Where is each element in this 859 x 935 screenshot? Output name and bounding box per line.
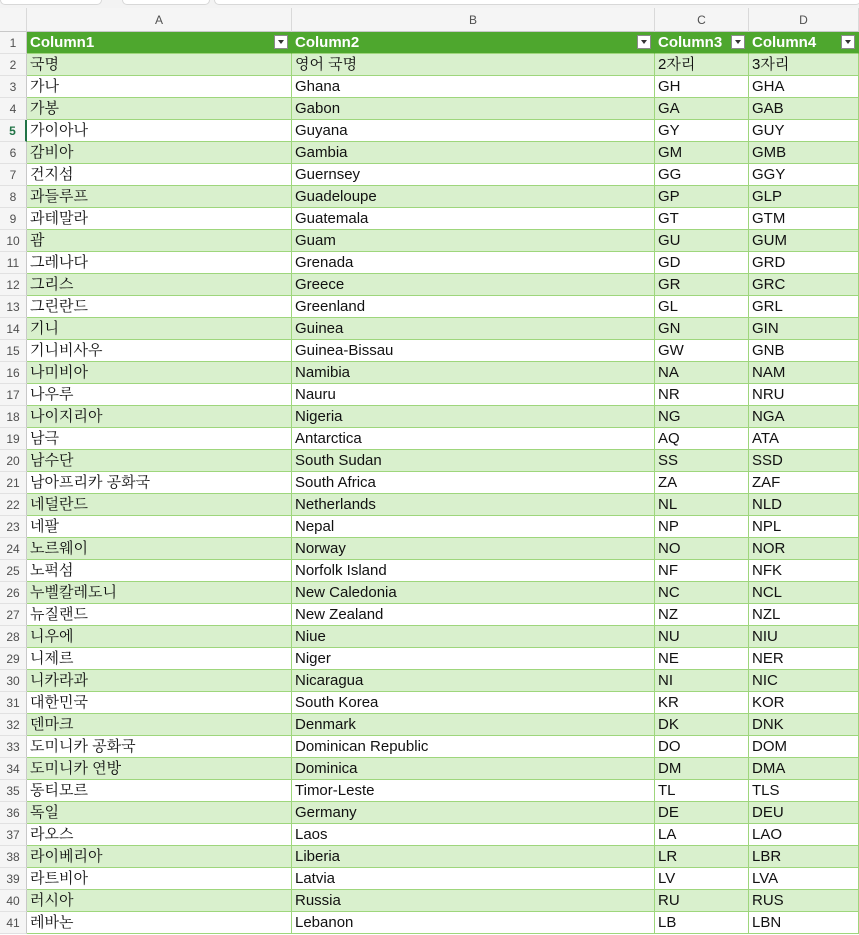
table-cell[interactable]: 가봉 xyxy=(27,98,292,120)
table-cell[interactable]: KR xyxy=(655,692,749,714)
table-cell[interactable]: Nauru xyxy=(292,384,655,406)
table-cell[interactable]: Greenland xyxy=(292,296,655,318)
table-cell[interactable]: South Sudan xyxy=(292,450,655,472)
filter-dropdown-icon[interactable] xyxy=(841,35,855,49)
row-header-2[interactable]: 2 xyxy=(0,54,27,76)
table-cell[interactable]: DE xyxy=(655,802,749,824)
table-cell[interactable]: ATA xyxy=(749,428,859,450)
table-cell[interactable]: DNK xyxy=(749,714,859,736)
table-cell[interactable]: Guadeloupe xyxy=(292,186,655,208)
table-cell[interactable]: Namibia xyxy=(292,362,655,384)
table-cell[interactable]: NOR xyxy=(749,538,859,560)
table-cell[interactable]: NGA xyxy=(749,406,859,428)
table-cell[interactable]: NC xyxy=(655,582,749,604)
table-cell[interactable]: Guinea xyxy=(292,318,655,340)
table-cell[interactable]: GA xyxy=(655,98,749,120)
header-label: Column4 xyxy=(752,34,817,51)
table-cell[interactable]: 기니비사우 xyxy=(27,340,292,362)
table-cell[interactable]: Greece xyxy=(292,274,655,296)
table-cell[interactable]: NL xyxy=(655,494,749,516)
table-cell[interactable]: 가이아나 xyxy=(27,120,292,142)
table-cell[interactable]: DK xyxy=(655,714,749,736)
table-cell[interactable]: 뉴질랜드 xyxy=(27,604,292,626)
table-cell[interactable]: 라트비아 xyxy=(27,868,292,890)
table-cell[interactable]: GGY xyxy=(749,164,859,186)
table-cell[interactable]: Dominica xyxy=(292,758,655,780)
table-cell[interactable]: Guam xyxy=(292,230,655,252)
table-cell[interactable]: Norfolk Island xyxy=(292,560,655,582)
table-cell[interactable]: 동티모르 xyxy=(27,780,292,802)
table-cell[interactable]: LBN xyxy=(749,912,859,934)
table-cell[interactable]: NIC xyxy=(749,670,859,692)
table-cell[interactable]: Nicaragua xyxy=(292,670,655,692)
table-cell[interactable]: TLS xyxy=(749,780,859,802)
row-header-39[interactable]: 39 xyxy=(0,868,27,890)
table-cell[interactable]: 영어 국명 xyxy=(292,54,655,76)
table-cell[interactable]: NF xyxy=(655,560,749,582)
table-cell[interactable]: GNB xyxy=(749,340,859,362)
table-cell[interactable]: 남아프리카 공화국 xyxy=(27,472,292,494)
table-cell[interactable]: 라이베리아 xyxy=(27,846,292,868)
row-header-27[interactable]: 27 xyxy=(0,604,27,626)
header-label: Column2 xyxy=(295,34,360,51)
table-cell[interactable]: SSD xyxy=(749,450,859,472)
row-header-3[interactable]: 3 xyxy=(0,76,27,98)
table-cell[interactable]: NI xyxy=(655,670,749,692)
filter-dropdown-icon[interactable] xyxy=(637,35,651,49)
table-cell[interactable]: Latvia xyxy=(292,868,655,890)
table-cell[interactable]: Germany xyxy=(292,802,655,824)
table-cell[interactable]: GY xyxy=(655,120,749,142)
table-cell[interactable]: Russia xyxy=(292,890,655,912)
table-cell[interactable]: KOR xyxy=(749,692,859,714)
table-cell[interactable]: GUY xyxy=(749,120,859,142)
table-cell[interactable]: 건지섬 xyxy=(27,164,292,186)
row-header-4[interactable]: 4 xyxy=(0,98,27,120)
sheet-tab[interactable] xyxy=(214,0,859,5)
column-header-b[interactable]: B xyxy=(292,8,655,32)
table-cell[interactable]: LAO xyxy=(749,824,859,846)
table-cell[interactable]: Gabon xyxy=(292,98,655,120)
filter-dropdown-icon[interactable] xyxy=(731,35,745,49)
table-cell[interactable]: 니제르 xyxy=(27,648,292,670)
table-cell[interactable]: 3자리 xyxy=(749,54,859,76)
table-cell[interactable]: NE xyxy=(655,648,749,670)
row-header-13[interactable]: 13 xyxy=(0,296,27,318)
column-header-c[interactable]: C xyxy=(655,8,749,32)
table-cell[interactable]: 라오스 xyxy=(27,824,292,846)
table-cell[interactable]: Ghana xyxy=(292,76,655,98)
table-cell[interactable]: Guyana xyxy=(292,120,655,142)
header-cell[interactable] xyxy=(749,32,859,54)
table-cell[interactable]: 기니 xyxy=(27,318,292,340)
table-cell[interactable]: 나이지리아 xyxy=(27,406,292,428)
column-header-a[interactable]: A xyxy=(27,8,292,32)
table-cell[interactable]: Grenada xyxy=(292,252,655,274)
row-header-26[interactable]: 26 xyxy=(0,582,27,604)
row-header-24[interactable]: 24 xyxy=(0,538,27,560)
row-header-41[interactable]: 41 xyxy=(0,912,27,934)
table-cell[interactable]: 과들루프 xyxy=(27,186,292,208)
table-cell[interactable]: DM xyxy=(655,758,749,780)
table-cell[interactable]: NG xyxy=(655,406,749,428)
row-header-8[interactable]: 8 xyxy=(0,186,27,208)
table-cell[interactable]: TL xyxy=(655,780,749,802)
table-cell[interactable]: GP xyxy=(655,186,749,208)
row-header-14[interactable]: 14 xyxy=(0,318,27,340)
row-header-17[interactable]: 17 xyxy=(0,384,27,406)
row-header-9[interactable]: 9 xyxy=(0,208,27,230)
table-cell[interactable]: NO xyxy=(655,538,749,560)
table-cell[interactable]: GHA xyxy=(749,76,859,98)
row-header-29[interactable]: 29 xyxy=(0,648,27,670)
table-cell[interactable]: GG xyxy=(655,164,749,186)
select-all-corner[interactable] xyxy=(0,8,27,32)
row-header-22[interactable]: 22 xyxy=(0,494,27,516)
table-cell[interactable]: GD xyxy=(655,252,749,274)
table-cell[interactable]: NPL xyxy=(749,516,859,538)
filter-dropdown-icon[interactable] xyxy=(274,35,288,49)
row-header-5[interactable]: 5 xyxy=(0,120,27,142)
table-cell[interactable]: GRL xyxy=(749,296,859,318)
header-cell[interactable] xyxy=(27,32,292,54)
table-cell[interactable]: GRC xyxy=(749,274,859,296)
table-cell[interactable]: Guinea-Bissau xyxy=(292,340,655,362)
row-header-32[interactable]: 32 xyxy=(0,714,27,736)
table-cell[interactable]: Liberia xyxy=(292,846,655,868)
table-cell[interactable]: Nepal xyxy=(292,516,655,538)
table-cell[interactable]: South Africa xyxy=(292,472,655,494)
table-cell[interactable]: SS xyxy=(655,450,749,472)
table-cell[interactable]: Denmark xyxy=(292,714,655,736)
table-cell[interactable]: 남극 xyxy=(27,428,292,450)
table-cell[interactable]: 괌 xyxy=(27,230,292,252)
table-cell[interactable]: NR xyxy=(655,384,749,406)
table-cell[interactable]: 그린란드 xyxy=(27,296,292,318)
table-cell[interactable]: NIU xyxy=(749,626,859,648)
table-cell[interactable]: GUM xyxy=(749,230,859,252)
table-cell[interactable]: Nigeria xyxy=(292,406,655,428)
header-cell[interactable] xyxy=(292,32,655,54)
table-cell[interactable]: GLP xyxy=(749,186,859,208)
table-cell[interactable]: 그리스 xyxy=(27,274,292,296)
table-cell[interactable]: AQ xyxy=(655,428,749,450)
table-cell[interactable]: NCL xyxy=(749,582,859,604)
row-header-31[interactable]: 31 xyxy=(0,692,27,714)
table-cell[interactable]: GT xyxy=(655,208,749,230)
table-cell[interactable]: 대한민국 xyxy=(27,692,292,714)
table-cell[interactable]: DOM xyxy=(749,736,859,758)
table-cell[interactable]: Lebanon xyxy=(292,912,655,934)
row-header-34[interactable]: 34 xyxy=(0,758,27,780)
row-header-10[interactable]: 10 xyxy=(0,230,27,252)
table-cell[interactable]: 누벨칼레도니 xyxy=(27,582,292,604)
table-cell[interactable]: GU xyxy=(655,230,749,252)
table-cell[interactable]: DEU xyxy=(749,802,859,824)
row-header-23[interactable]: 23 xyxy=(0,516,27,538)
table-cell[interactable]: RU xyxy=(655,890,749,912)
table-cell[interactable]: 도미니카 공화국 xyxy=(27,736,292,758)
table-cell[interactable]: 과테말라 xyxy=(27,208,292,230)
table-cell[interactable]: Netherlands xyxy=(292,494,655,516)
table-cell[interactable]: NU xyxy=(655,626,749,648)
row-header-33[interactable]: 33 xyxy=(0,736,27,758)
table-cell[interactable]: 나미비아 xyxy=(27,362,292,384)
table-cell[interactable]: New Zealand xyxy=(292,604,655,626)
sheet-tab[interactable] xyxy=(122,0,210,5)
table-cell[interactable]: 니우에 xyxy=(27,626,292,648)
table-cell[interactable]: 남수단 xyxy=(27,450,292,472)
table-cell[interactable]: NP xyxy=(655,516,749,538)
row-header-18[interactable]: 18 xyxy=(0,406,27,428)
table-cell[interactable]: Timor-Leste xyxy=(292,780,655,802)
table-cell[interactable]: 노르웨이 xyxy=(27,538,292,560)
table-cell[interactable]: GN xyxy=(655,318,749,340)
row-header-20[interactable]: 20 xyxy=(0,450,27,472)
table-cell[interactable]: NZ xyxy=(655,604,749,626)
row-header-12[interactable]: 12 xyxy=(0,274,27,296)
table-cell[interactable]: 나우루 xyxy=(27,384,292,406)
table-cell[interactable]: Guatemala xyxy=(292,208,655,230)
table-cell[interactable]: 그레나다 xyxy=(27,252,292,274)
table-cell[interactable]: 도미니카 연방 xyxy=(27,758,292,780)
table-cell[interactable]: Antarctica xyxy=(292,428,655,450)
row-header-19[interactable]: 19 xyxy=(0,428,27,450)
table-cell[interactable]: 국명 xyxy=(27,54,292,76)
row-header-1[interactable]: 1 xyxy=(0,32,27,54)
row-header-28[interactable]: 28 xyxy=(0,626,27,648)
row-header-16[interactable]: 16 xyxy=(0,362,27,384)
table-cell[interactable]: 러시아 xyxy=(27,890,292,912)
table-cell[interactable]: 노퍽섬 xyxy=(27,560,292,582)
table-cell[interactable]: LV xyxy=(655,868,749,890)
table-cell[interactable]: GH xyxy=(655,76,749,98)
table-cell[interactable]: New Caledonia xyxy=(292,582,655,604)
table-cell[interactable]: 니카라과 xyxy=(27,670,292,692)
table-cell[interactable]: GW xyxy=(655,340,749,362)
table-cell[interactable]: DO xyxy=(655,736,749,758)
header-cell[interactable] xyxy=(655,32,749,54)
table-cell[interactable]: LR xyxy=(655,846,749,868)
row-header-25[interactable]: 25 xyxy=(0,560,27,582)
column-header-d[interactable]: D xyxy=(749,8,859,32)
row-header-35[interactable]: 35 xyxy=(0,780,27,802)
table-cell[interactable]: Dominican Republic xyxy=(292,736,655,758)
table-cell[interactable]: NFK xyxy=(749,560,859,582)
table-cell[interactable]: GRD xyxy=(749,252,859,274)
row-header-36[interactable]: 36 xyxy=(0,802,27,824)
table-cell[interactable]: ZA xyxy=(655,472,749,494)
table-cell[interactable]: 독일 xyxy=(27,802,292,824)
table-cell[interactable]: NRU xyxy=(749,384,859,406)
row-header-7[interactable]: 7 xyxy=(0,164,27,186)
table-cell[interactable]: ZAF xyxy=(749,472,859,494)
table-cell[interactable]: Niger xyxy=(292,648,655,670)
table-cell[interactable]: 덴마크 xyxy=(27,714,292,736)
table-cell[interactable]: LA xyxy=(655,824,749,846)
table-cell[interactable]: GTM xyxy=(749,208,859,230)
table-cell[interactable]: Gambia xyxy=(292,142,655,164)
table-cell[interactable]: RUS xyxy=(749,890,859,912)
table-cell[interactable]: 네팔 xyxy=(27,516,292,538)
header-label: Column1 xyxy=(30,34,95,51)
table-cell[interactable]: DMA xyxy=(749,758,859,780)
table-cell[interactable]: 감비아 xyxy=(27,142,292,164)
sheet-tab[interactable] xyxy=(0,0,102,5)
table-cell[interactable]: GM xyxy=(655,142,749,164)
table-cell[interactable]: GL xyxy=(655,296,749,318)
table-cell[interactable]: GR xyxy=(655,274,749,296)
table-cell[interactable]: 네덜란드 xyxy=(27,494,292,516)
table-cell[interactable]: NAM xyxy=(749,362,859,384)
row-header-6[interactable]: 6 xyxy=(0,142,27,164)
header-label: Column3 xyxy=(658,34,723,51)
row-header-38[interactable]: 38 xyxy=(0,846,27,868)
row-header-30[interactable]: 30 xyxy=(0,670,27,692)
table-cell[interactable]: GIN xyxy=(749,318,859,340)
table-cell[interactable]: 가나 xyxy=(27,76,292,98)
row-header-40[interactable]: 40 xyxy=(0,890,27,912)
table-cell[interactable]: South Korea xyxy=(292,692,655,714)
row-header-21[interactable]: 21 xyxy=(0,472,27,494)
table-cell[interactable]: Norway xyxy=(292,538,655,560)
row-header-11[interactable]: 11 xyxy=(0,252,27,274)
table-cell[interactable]: NLD xyxy=(749,494,859,516)
table-cell[interactable]: LVA xyxy=(749,868,859,890)
table-cell[interactable]: Laos xyxy=(292,824,655,846)
table-cell[interactable]: NZL xyxy=(749,604,859,626)
table-cell[interactable]: Niue xyxy=(292,626,655,648)
table-cell[interactable]: GMB xyxy=(749,142,859,164)
row-header-37[interactable]: 37 xyxy=(0,824,27,846)
table-cell[interactable]: NA xyxy=(655,362,749,384)
sheet-tab-strip xyxy=(0,0,859,8)
table-cell[interactable]: LBR xyxy=(749,846,859,868)
table-cell[interactable]: LB xyxy=(655,912,749,934)
table-cell[interactable]: GAB xyxy=(749,98,859,120)
table-cell[interactable]: 2자리 xyxy=(655,54,749,76)
table-cell[interactable]: 레바논 xyxy=(27,912,292,934)
row-header-15[interactable]: 15 xyxy=(0,340,27,362)
table-cell[interactable]: NER xyxy=(749,648,859,670)
table-cell[interactable]: Guernsey xyxy=(292,164,655,186)
